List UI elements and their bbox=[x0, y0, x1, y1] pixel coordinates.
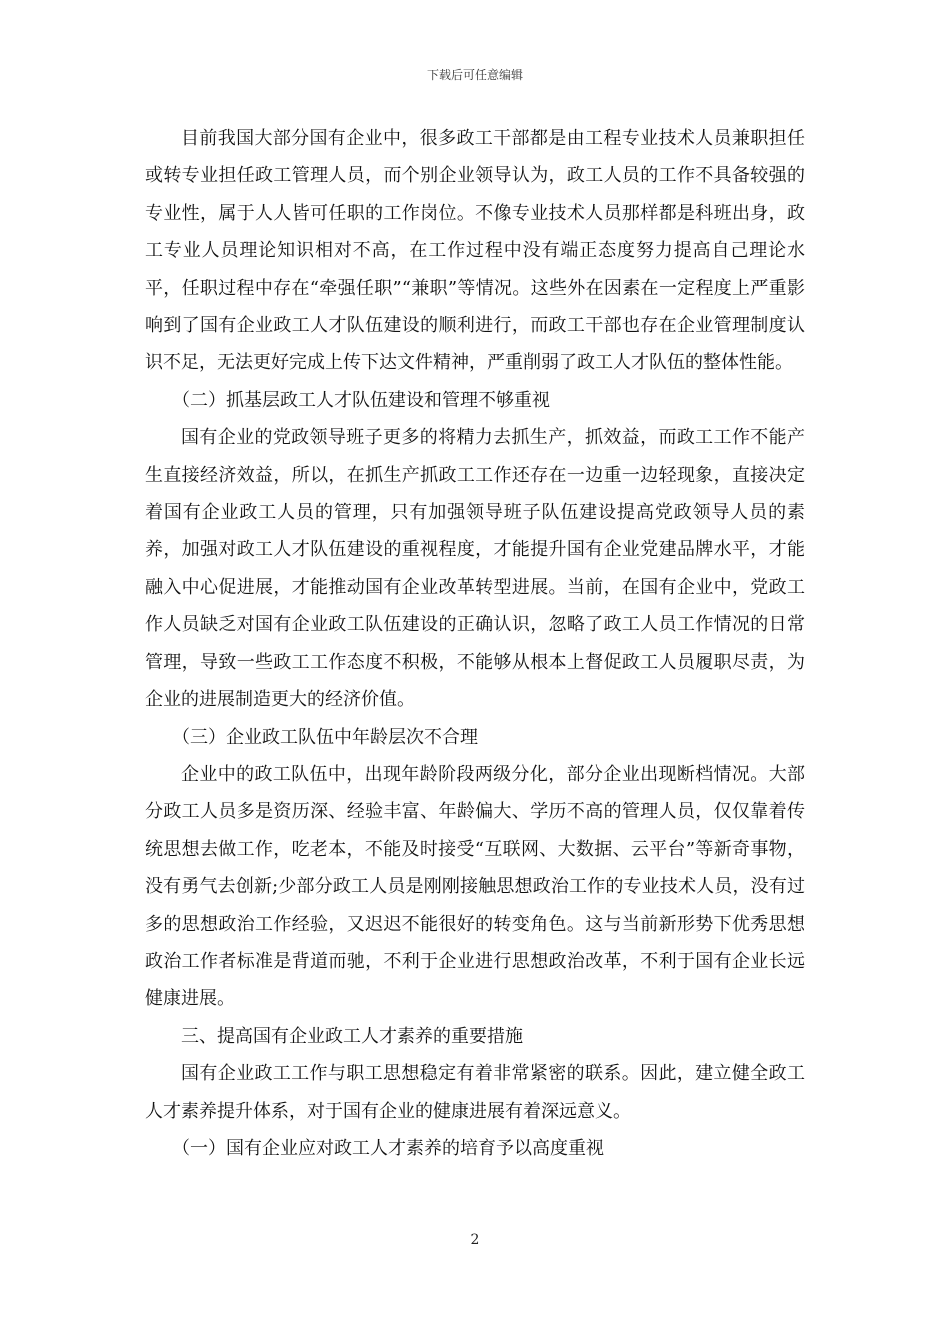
section-heading-2: （二）抓基层政工人才队伍建设和管理不够重视 bbox=[172, 389, 550, 411]
paragraph-leadership-neglect: 国有企业的党政领导班子更多的将精力去抓生产，抓效益，而政工工作不能产生直接经济效益，所以，在抓生产抓政工工作还存在一边重一边轻现象，直接决定着国有企业政工人员的管理，只有加强领导班子队伍建设提高党政领导人员的素养，加强对政工人才队伍建设的重视程度，才能提升国有企业党建品牌水平，才能融入中心促进展，才能推动国有企业改革转型进展。当前，在国有企业中，党政工作人员缺乏对国有企业政工队伍建设的正确认识，忽略了政工人员工作情况的日常管理，导致一些政工工作态度不积极，不能够从根本上督促政工人员履职尽责，为企业的进展制造更大的经济价值。 bbox=[145, 427, 805, 711]
paragraph-age-structure: 企业中的政工队伍中，出现年龄阶段两级分化，部分企业出现断档情况。大部分政工人员多是资历深、经验丰富、年龄偏大、学历不高的管理人员，仅仅靠着传统思想去做工作，吃老本，不能及时接受“互联网、大数据、云平台”等新奇事物，没有勇气去创新;少部分政工人员是刚刚接触思想政治工作的专业技术人员，没有过多的思想政治工作经验，又迟迟不能很好的转变角色。这与当前新形势下优秀思想政治工作者标准是背道而驰，不利于企业进行思想政治改革，不利于国有企业长远健康进展。 bbox=[145, 763, 805, 1010]
paragraph-measures-intro: 国有企业政工工作与职工思想稳定有着非常紧密的联系。因此，建立健全政工人才素养提升体系，对于国有企业的健康进展有着深远意义。 bbox=[145, 1063, 805, 1122]
paragraph-political-staff-background: 目前我国大部分国有企业中，很多政工干部都是由工程专业技术人员兼职担任或转专业担任政工管理人员，而个别企业领导认为，政工人员的工作不具备较强的专业性，属于人人皆可任职的工作岗位。不像专业技术人员那样都是科班出身，政工专业人员理论知识相对不高，在工作过程中没有端正态度努力提高自己理论水平，任职过程中存在“牵强任职”“兼职”等情况。这些外在因素在一定程度上严重影响到了国有企业政工人才队伍建设的顺利进行，而政工干部也存在企业管理制度认识不足，无法更好完成上传下达文件精神，严重削弱了政工人才队伍的整体性能。 bbox=[145, 128, 805, 374]
page-header: 下载后可任意编辑 bbox=[426, 68, 523, 82]
section-heading-3: （三）企业政工队伍中年龄层次不合理 bbox=[172, 726, 478, 748]
document-body bbox=[145, 120, 805, 1167]
section-heading-1: （一）国有企业应对政工人才素养的培育予以高度重视 bbox=[172, 1137, 604, 1159]
page-number: 2 bbox=[470, 1232, 480, 1248]
chapter-heading-3: 三、提高国有企业政工人才素养的重要措施 bbox=[181, 1025, 523, 1047]
